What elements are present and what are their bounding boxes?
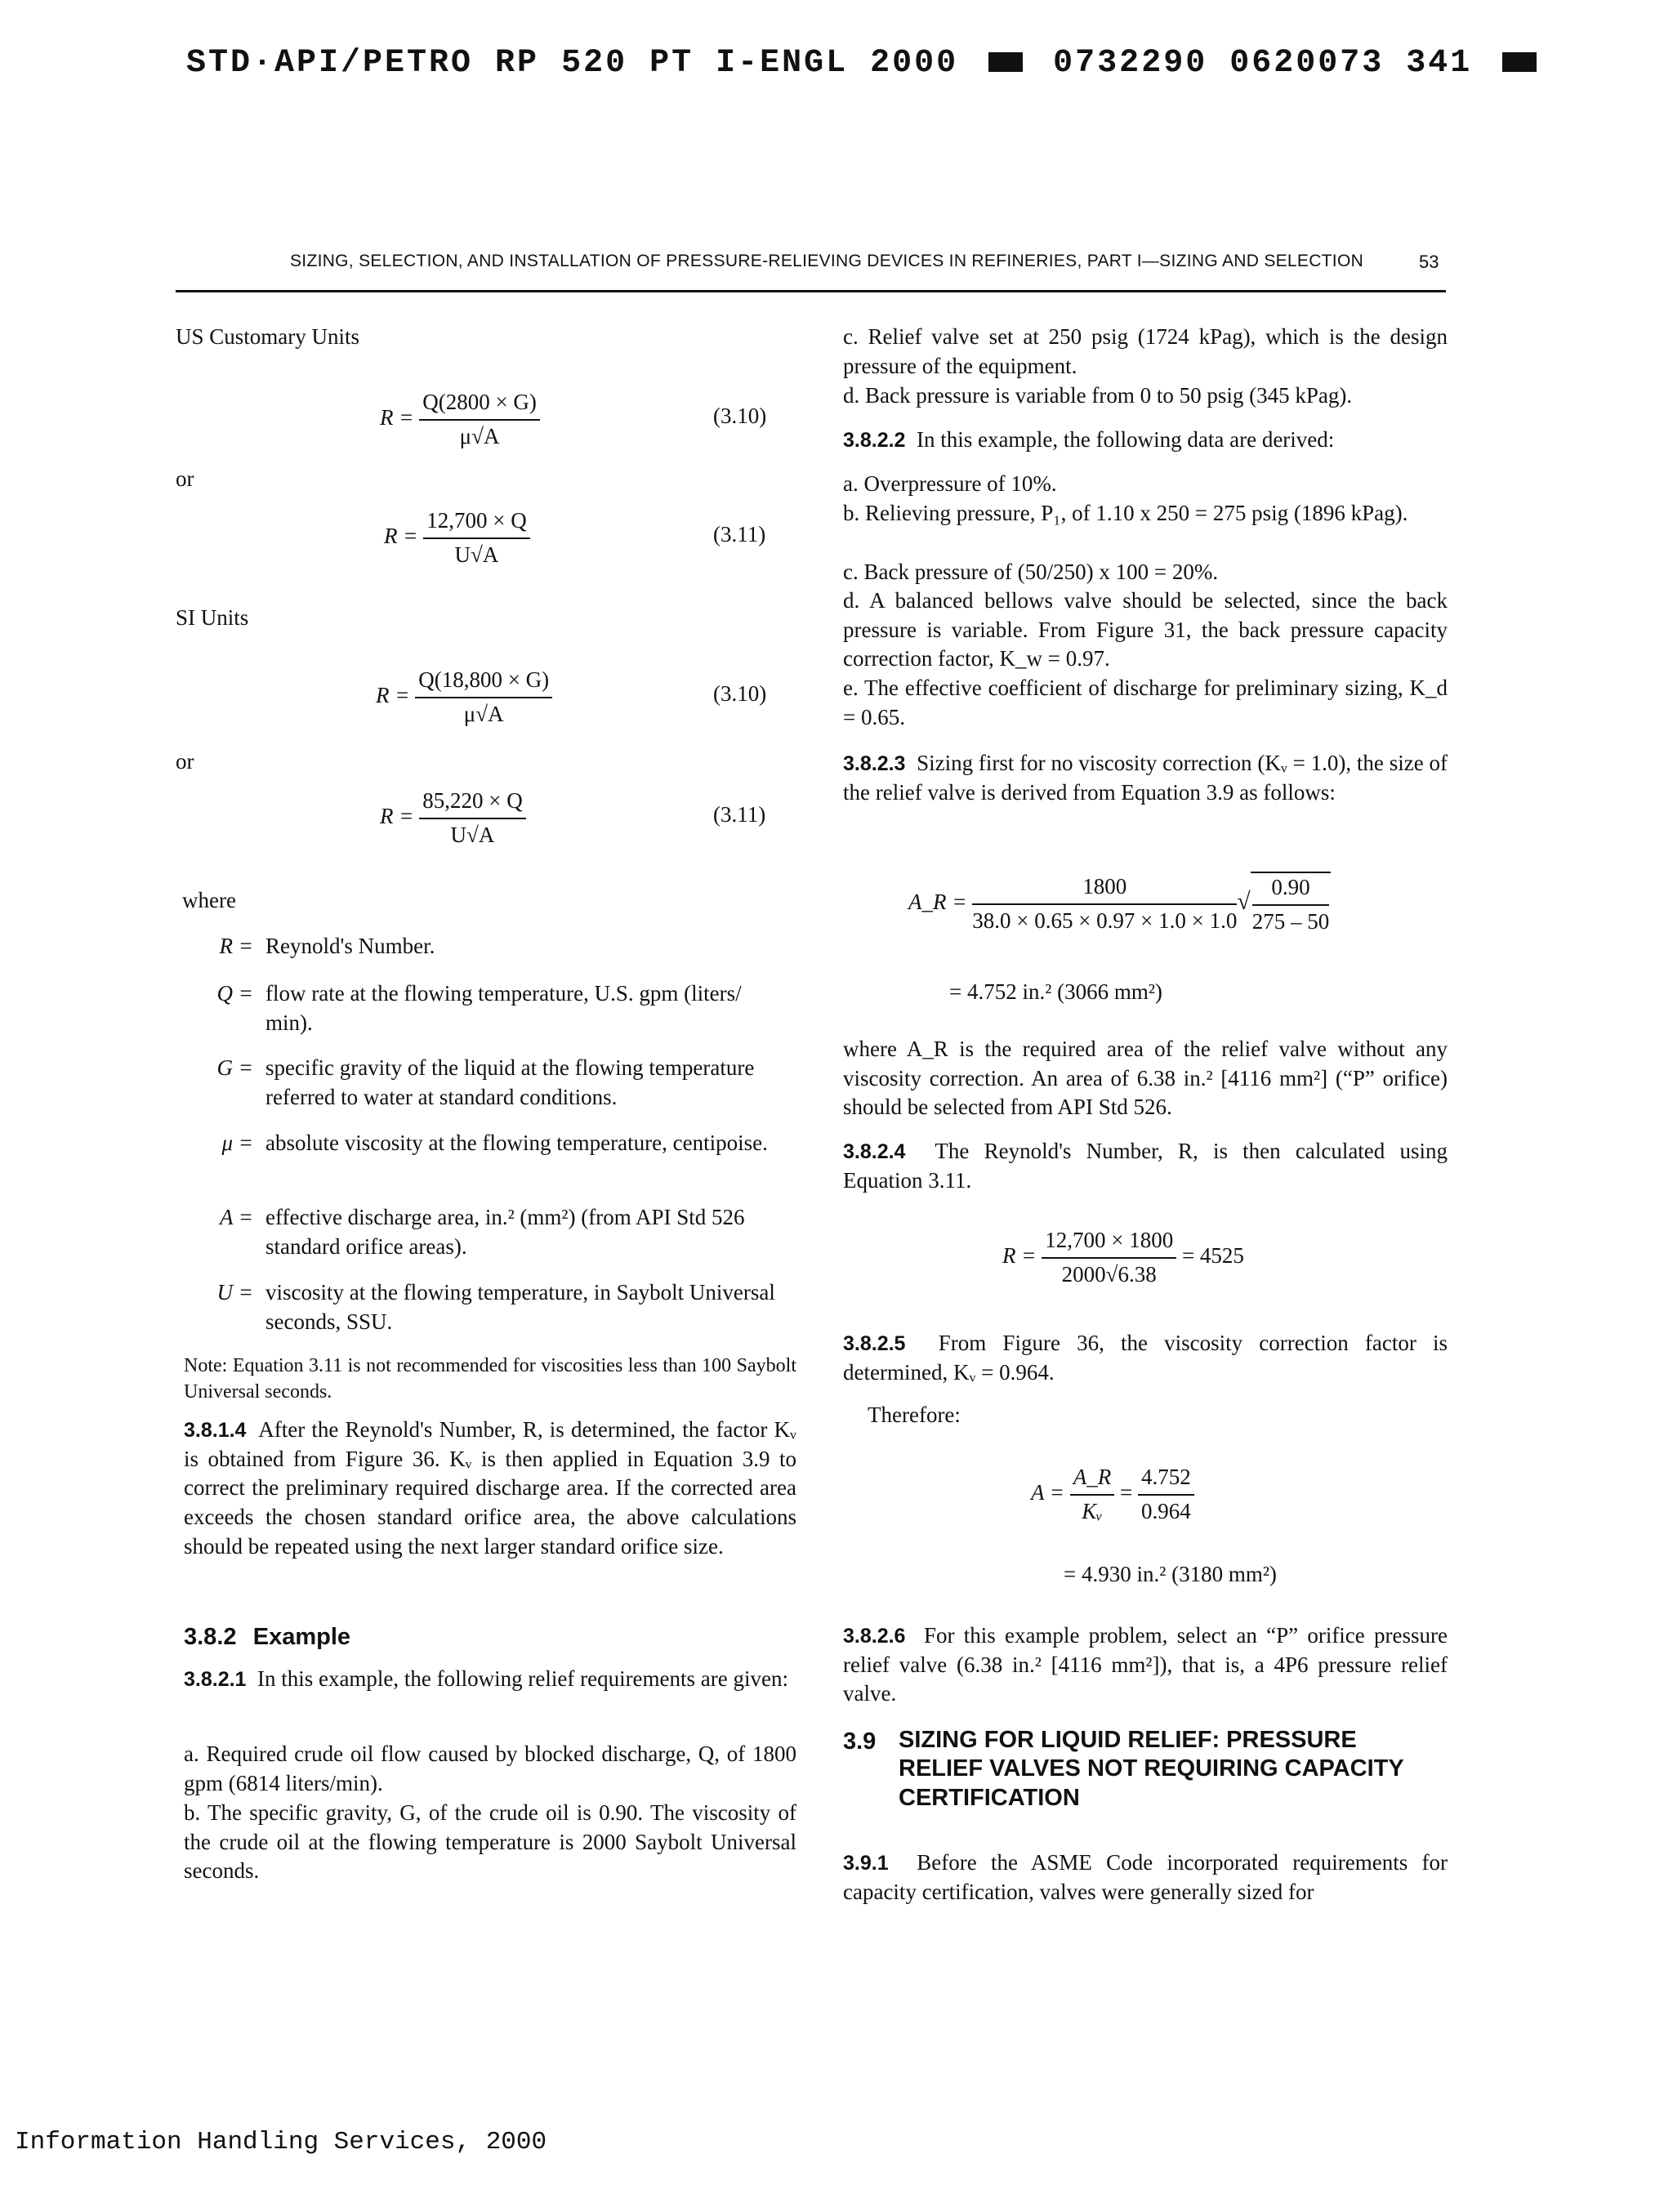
header-rule [176,290,1446,292]
section-number: 3.8.2.2 [843,429,906,452]
paragraph-3-8-2-6 [843,1621,1448,1709]
section-number: 3.9.1 [843,1852,889,1875]
definition-row [176,1054,796,1113]
derived-c: c. Back pressure of (50/250) x 100 = 20%. [843,560,1219,584]
equation-fraction [972,872,1237,935]
equation-fraction [1138,1463,1194,1526]
equation-denominator: μ√A [459,423,500,448]
paragraph-3-8-2-2 [843,426,1448,455]
equation-number: (3.10) [713,681,767,706]
equation-number: (3.11) [713,802,766,827]
equation-lhs: R = [380,404,414,430]
equation-3-11-si [380,787,526,850]
definition-text: specific gravity of the liquid at the flowing temperature referred to water at standard conditions. [265,1055,755,1109]
paragraph-3-8-1-4 [184,1416,796,1561]
paragraph-text: In this example, the following data are derived: [916,427,1335,452]
equation-reynolds-example [1002,1226,1244,1289]
definition-row [176,932,796,965]
equation-3-10-si [376,666,552,729]
black-block-mark [1502,52,1537,72]
requirement-a: a. Required crude oil flow caused by blocked discharge, Q, of 1800 gpm (6814 liters/min). [184,1742,796,1795]
equation-denominator [972,905,1237,936]
equation-3-11-us [384,506,530,569]
footer-source: Information Handling Services, 2000 [15,2128,547,2156]
requirement-d: d. Back pressure is variable from 0 to 50 psig (345 kPag). [843,383,1353,408]
equation-required-area [908,872,1331,936]
derived-e: e. The effective coefficient of discharge for preliminary sizing, K_d = 0.65. [843,676,1448,729]
equation-numerator: Q(2800 × G) [419,388,540,421]
equation-corrected-area [1031,1463,1194,1526]
paragraph-3-8-2-1 [184,1665,796,1694]
equation-lhs: R = [376,682,410,707]
equation-number: (3.11) [713,522,766,546]
derived-b: b. Relieving pressure, P₁, of 1.10 x 250 = 275 psig (1896 kPag). [843,501,1408,525]
section-number: 3.8.2 [184,1624,237,1650]
section-number: 3.8.2.4 [843,1140,906,1163]
definition-text: Reynold's Number. [265,934,435,958]
radical-fraction [1251,872,1332,936]
equation-lhs: A_R = [908,889,967,914]
equation-denominator: U√A [450,822,495,847]
section-number: 3.8.1.4 [184,1419,247,1442]
where-label: where [182,888,236,912]
equation-numerator: 12,700 × 1800 [1042,1226,1176,1259]
definition-row [176,1278,796,1337]
paragraph-text: For this example problem, select an “P” orifice pressure relief valve (6.38 in.² [4116 mm²]), that is, a 4P6 pressure relief valve. [843,1623,1448,1706]
document-id-line [186,42,1545,86]
equation-fraction [419,787,525,850]
definition-row [176,1203,796,1262]
definition-text: effective discharge area, in.² (mm²) (from API Std 526 standard orifice areas). [265,1205,745,1259]
radical-sign: √ [1237,888,1251,915]
definition-symbol: R = [219,934,253,958]
paragraph-text: From Figure 36, the viscosity correction factor is determined, Kᵥ = 0.964. [843,1331,1448,1385]
equation-numerator: 12,700 × Q [423,506,529,539]
left-column [176,323,796,1940]
definition-text: viscosity at the flowing temperature, in Saybolt Universal seconds, SSU. [265,1280,775,1334]
black-block-mark [988,52,1023,72]
section-number: 3.8.2.5 [843,1332,906,1355]
requirement-b: b. The specific gravity, G, of the crude oil is 0.90. The viscosity of the crude oil at the flowing temperature is 2000 Saybolt Universal seconds. [184,1800,796,1884]
equation-number: (3.10) [713,404,767,428]
definition-symbol: μ = [221,1131,253,1155]
equation-lhs: A = [1031,1479,1064,1505]
section-number: 3.8.2.1 [184,1668,247,1691]
derived-a: a. Overpressure of 10%. [843,471,1057,496]
equation-numerator: Q(18,800 × G) [415,666,552,698]
document-id: STD·API/PETRO RP 520 PT I-ENGL 2000 [186,45,959,82]
equation-denominator-product: 38.0 × 0.65 × 0.97 × 1.0 × 1.0 [972,908,1238,933]
radical-numerator: 0.90 [1252,873,1330,906]
section-number: 3.8.2.6 [843,1625,906,1648]
definition-text: flow rate at the flowing temperature, U.S. gpm (liters/ min). [265,981,742,1035]
equation-numerator: 4.752 [1138,1463,1194,1496]
or-label: or [176,466,194,491]
equation-fraction [419,388,540,451]
equation-lhs: R = [384,523,418,548]
definition-symbol: U = [216,1280,253,1304]
paragraph-text: Before the ASME Code incorporated requirements for capacity certification, valves were generally sized for [843,1850,1448,1904]
paragraph-3-8-2-4 [843,1137,1448,1195]
equals-sign: = [1119,1479,1133,1505]
equation-fraction [415,666,552,729]
equation-3-10-us [380,388,540,451]
or-label: or [176,749,194,774]
paragraph-text: In this example, the following relief requirements are given: [257,1666,788,1691]
definition-text: absolute viscosity at the flowing temperature, centipoise. [265,1131,768,1155]
right-column [843,323,1448,1956]
paragraph-text: After the Reynold's Number, R, is determined, the factor Kᵥ is obtained from Figure 36. Kᵥ is then applied in Equation 3.9 to correct the preliminary required discharge area. If the corrected area exceeds the chosen standard orifice area, the above calculations should be repeated using the next larger standard orifice size. [184,1417,796,1559]
equation-fraction [1070,1463,1115,1526]
equation-numerator: A_R [1070,1463,1115,1496]
section-title: SIZING FOR LIQUID RELIEF: PRESSURE RELIEF VALVES NOT REQUIRING CAPACITY CERTIFICATION [899,1727,1404,1811]
paragraph-text: Sizing first for no viscosity correction (Kᵥ = 1.0), the size of the relief valve is derived from Equation 3.9 as follows: [843,751,1448,805]
definition-symbol: G = [216,1055,253,1080]
document-code: 0732290 0620073 341 [1053,45,1473,82]
equation-numerator: 85,220 × Q [419,787,525,819]
radical-denominator: 275 – 50 [1251,908,1330,934]
equation-denominator: 0.964 [1140,1498,1191,1523]
definition-symbol: A = [220,1205,253,1229]
page-number: 53 [1419,252,1439,272]
section-number: 3.9 [843,1728,877,1755]
definition-row [176,979,796,1038]
equation-denominator: Kᵥ [1082,1498,1103,1523]
us-units-label: US Customary Units [176,324,360,349]
equation-numerator: 1800 [972,872,1237,905]
equation-fraction [423,506,529,569]
paragraph-3-8-2-5 [843,1329,1448,1387]
paragraph-3-8-2-3 [843,749,1448,807]
corrected-area-result: = 4.930 in.² (3180 mm²) [1064,1562,1277,1586]
equation-denominator: U√A [454,542,499,567]
required-area-result: = 4.752 in.² (3066 mm²) [949,979,1162,1004]
section-title: Example [252,1624,351,1650]
section-number: 3.8.2.3 [843,752,906,775]
derived-d: d. A balanced bellows valve should be selected, since the back pressure is variable. From Figure 31, the back pressure capacity correction factor, K_w = 0.97. [843,588,1448,671]
definition-row [176,1129,796,1188]
equation-result: = 4525 [1181,1242,1244,1268]
equation-denominator: 2000√6.38 [1061,1261,1157,1287]
definition-symbol: Q = [216,981,253,1006]
si-units-label: SI Units [176,605,249,630]
therefore-label: Therefore: [868,1403,961,1427]
equation-denominator: μ√A [463,701,504,726]
equation-lhs: R = [1002,1242,1037,1268]
paragraph-text: The Reynold's Number, R, is then calculated using Equation 3.11. [843,1139,1448,1193]
equation-fraction [1042,1226,1176,1289]
equation-note: Note: Equation 3.11 is not recommended for viscosities less than 100 Saybolt Universal seconds. [184,1355,796,1403]
paragraph-3-9-1 [843,1849,1448,1907]
running-head: SIZING, SELECTION, AND INSTALLATION OF PRESSURE-RELIEVING DEVICES IN REFINERIES, PART I—SIZING AND SELECTION [290,252,1364,270]
section-heading-3-8-2 [184,1621,350,1652]
requirement-c: c. Relief valve set at 250 psig (1724 kPag), which is the design pressure of the equipment. [843,324,1448,378]
equation-lhs: R = [380,803,414,828]
paragraph-required-area: where A_R is the required area of the relief valve without any viscosity correction. An area of 6.38 in.² [4116 mm²] (“P” orifice) should be selected from API Std 526. [843,1037,1448,1120]
